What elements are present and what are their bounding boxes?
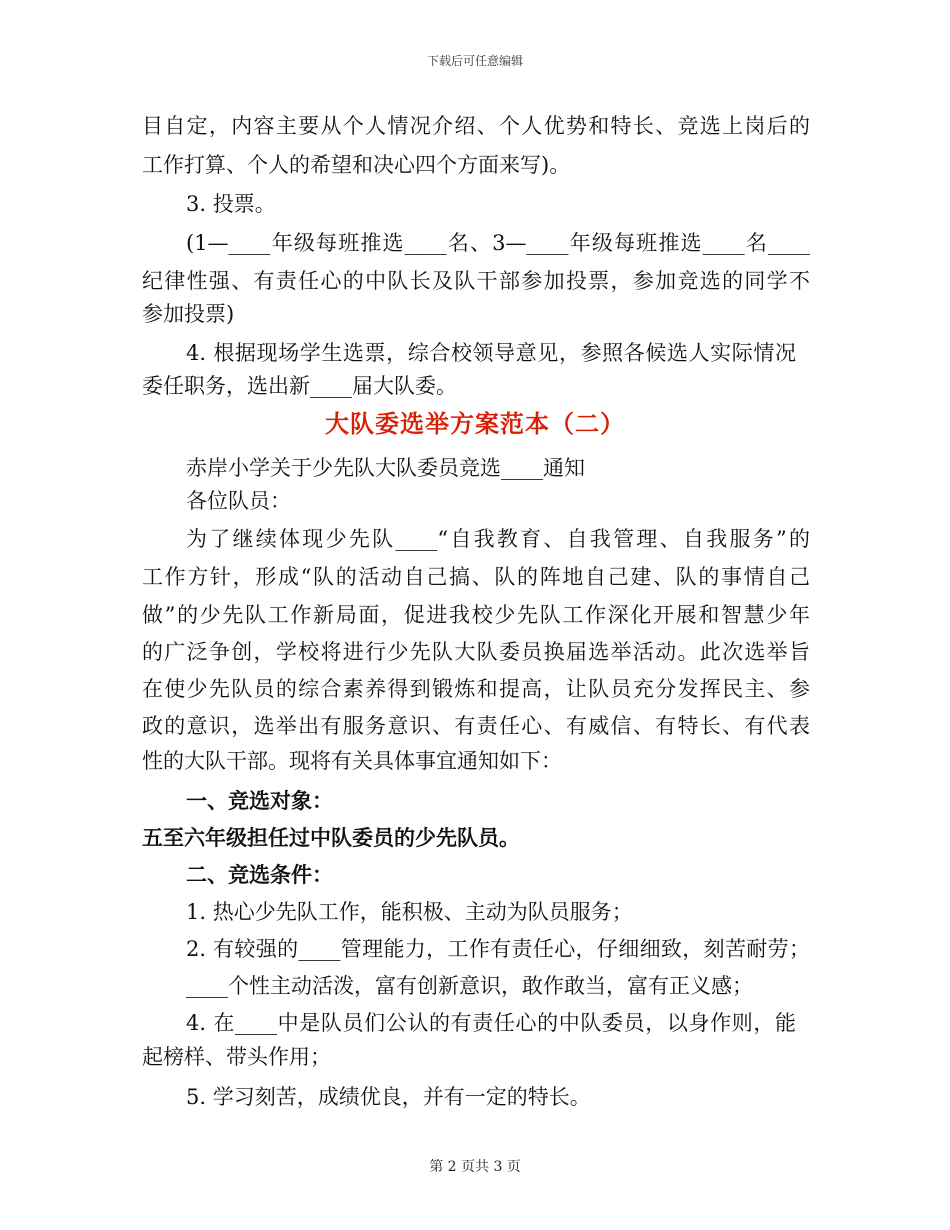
paragraph-line: 参加投票) — [142, 302, 235, 326]
list-item-4: 4. 根据现场学生选票，综合校领导意见，参照各候选人实际情况 — [186, 341, 796, 365]
paragraph-line: 工作方针，形成“队的活动自己搞、队的阵地自己建、队的事情自己 — [142, 565, 810, 589]
paragraph-line: 政的意识，选举出有服务意识、有责任心、有威信、有特长、有代表 — [142, 714, 810, 738]
list-item-1: 1. 热心少先队工作，能积极、主动为队员服务； — [186, 900, 633, 924]
section-heading: 二、竞选条件： — [186, 862, 333, 887]
list-item-3: 3. 投票。 — [186, 192, 276, 216]
salutation: 各位队员： — [186, 489, 291, 513]
paragraph-line: (1—____年级每班推选____名、3—____年级每班推选____名____ — [186, 231, 810, 255]
paragraph-line: 为了继续体现少先队____“自我教育、自我管理、自我服务”的 — [186, 527, 810, 551]
paragraph-line: 性的大队干部。现将有关具体事宜通知如下： — [142, 749, 562, 773]
paragraph-line: 纪律性强、有责任心的中队长及队干部参加投票，参加竞选的同学不 — [142, 269, 810, 293]
paragraph-line: 的广泛争创，学校将进行少先队大队委员换届选举活动。此次选举旨 — [142, 640, 810, 664]
paragraph-line: 委任职务，选出新____届大队委。 — [142, 374, 457, 398]
section-heading: 一、竞选对象： — [186, 788, 333, 813]
paragraph-line: 五至六年级担任过中队委员的少先队员。 — [142, 825, 520, 850]
paragraph-line: 工作打算、个人的希望和决心四个方面来写)。 — [142, 153, 571, 177]
paragraph-line: 在使少先队员的综合素养得到锻炼和提高，让队员充分发挥民主、参 — [142, 677, 810, 701]
page-header-note: 下载后可任意编辑 — [426, 54, 523, 68]
list-item-4: 4. 在____中是队员们公认的有责任心的中队委员，以身作则，能 — [186, 1011, 796, 1035]
list-item-3: ____个性主动活泼，富有创新意识，敢作敢当，富有正义感； — [186, 974, 753, 998]
paragraph-line: 目自定，内容主要从个人情况介绍、个人优势和特长、竞选上岗后的 — [142, 114, 810, 138]
notice-title: 赤岸小学关于少先队大队委员竞选____通知 — [186, 456, 585, 480]
paragraph-line: 起榜样、带头作用； — [142, 1045, 331, 1069]
paragraph-line: 做”的少先队工作新局面，促进我校少先队工作深化开展和智慧少年 — [142, 603, 810, 627]
page-number: 第 2 页共 3 页 — [429, 1159, 521, 1175]
section-title: 大队委选举方案范本（二） — [325, 409, 625, 438]
list-item-5: 5. 学习刻苦，成绩优良，并有一定的特长。 — [186, 1085, 591, 1109]
list-item-2: 2. 有较强的____管理能力，工作有责任心，仔细细致，刻苦耐劳； — [186, 937, 810, 961]
